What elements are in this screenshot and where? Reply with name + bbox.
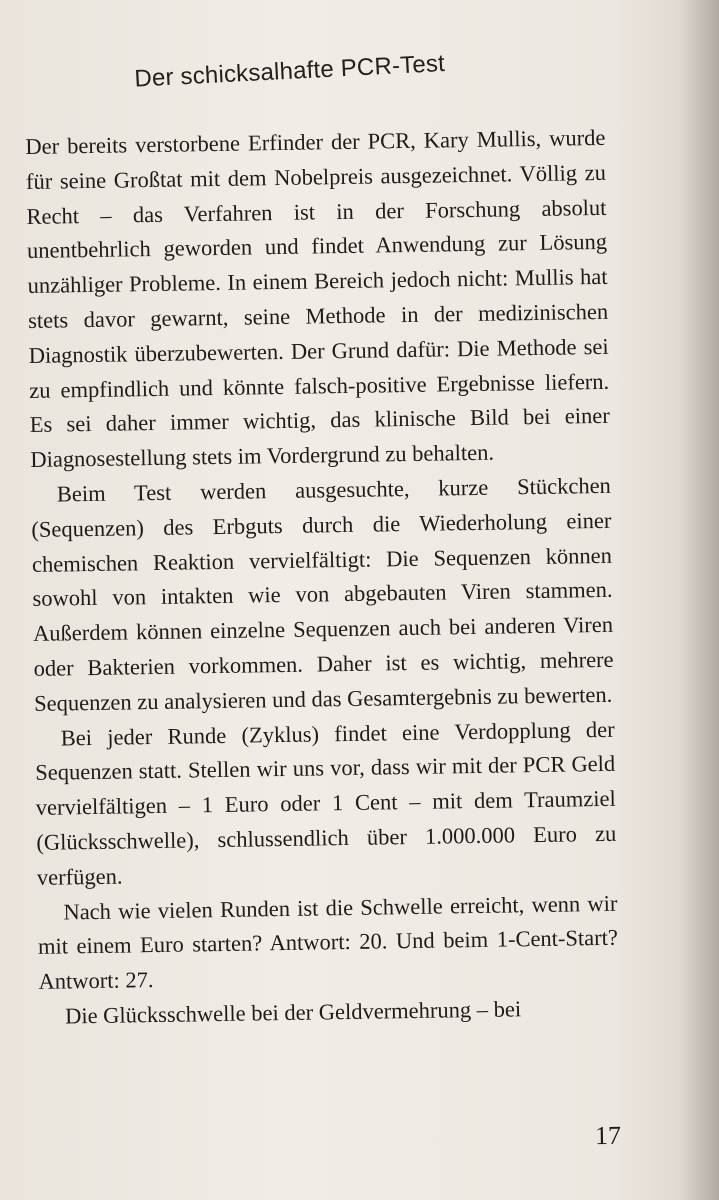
paragraph-3: Bei jeder Runde (Zyklus) findet eine Verdopplung der Sequenzen statt. Stellen wir uns vor, dass wir mit der PCR Geld vervielfältigen – 1 Euro oder 1 Cent – mit dem Traumziel (Glücksschwelle), schlussendlich über 1.000.000 Euro zu verfügen. bbox=[35, 716, 617, 890]
body-text bbox=[25, 121, 619, 1035]
paragraph-5: Die Glücksschwelle bei der Geldvermehrung – bei bbox=[64, 996, 522, 1029]
page-number: 17 bbox=[594, 1120, 622, 1151]
paragraph-1: Der bereits verstorbene Erfinder der PCR, Kary Mullis, wurde für seine Großtat mit dem Nobelpreis ausgezeichnet. Völlig zu Recht – das Verfahren ist in der Forschung absolut unentbehrlich geworden und findet Anwendung zur Lösung unzähliger Probleme. In einem Bereich jedoch nicht: Mullis hat stets davor gewarnt, seine Methode in der medizinischen Diagnostik überzubewerten. Der Grund dafür: Die Methode sei zu empfindlich und könnte falsch-positive Ergebnisse liefern. Es sei daher immer wichtig, das klinische Bild bei einer Diagnosestellung stets im Vordergrund zu behalten. bbox=[25, 124, 610, 473]
paragraph-2: Beim Test werden ausgesuchte, kurze Stückchen (Sequenzen) des Erbguts durch die Wiederholung einer chemischen Reaktion vervielfältigt: Die Sequenzen können sowohl von intakten wie von abgebauten Viren stammen. Außerdem können einzelne Sequenzen auch bei anderen Viren oder Bakterien vorkommen. Daher ist es wichtig, mehrere Sequenzen zu analysieren und das Gesamtergebnis zu bewerten. bbox=[31, 472, 614, 716]
page-shadow bbox=[679, 0, 719, 1200]
running-head: Der schicksalhafte PCR-Test bbox=[133, 49, 446, 93]
paragraph-4: Nach wie vielen Runden ist die Schwelle erreicht, wenn wir mit einem Euro starten? Antwort: 20. Und beim 1-Cent-Start? Antwort: 27. bbox=[37, 890, 619, 995]
book-page bbox=[24, 47, 622, 1186]
